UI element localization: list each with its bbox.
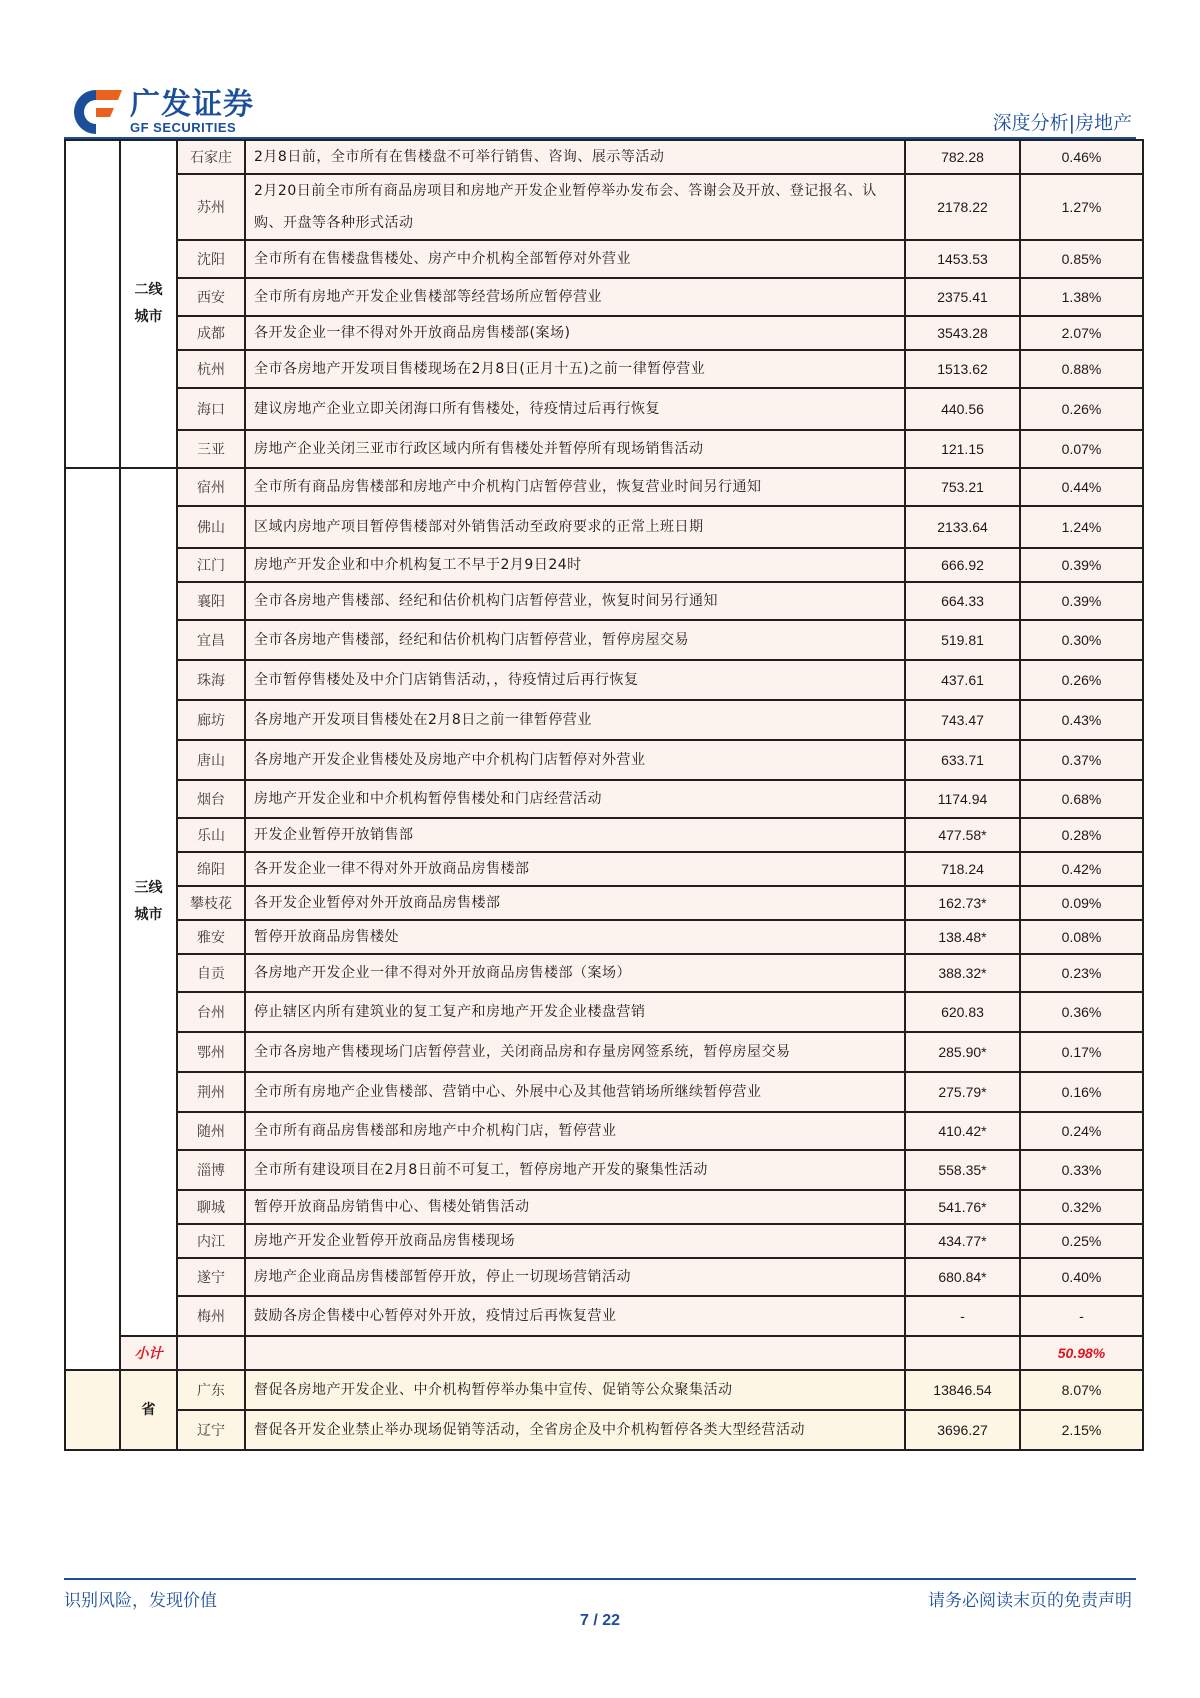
sales-value: 434.77* — [905, 1224, 1020, 1258]
subtotal-label: 小计 — [120, 1336, 177, 1370]
city-name: 自贡 — [177, 954, 245, 992]
province-group — [120, 1370, 177, 1450]
table-row — [65, 992, 1143, 1032]
sales-value: 633.71 — [905, 740, 1020, 780]
sales-value: 718.24 — [905, 852, 1020, 886]
table-row — [65, 140, 1143, 174]
table-row — [65, 920, 1143, 954]
city-name: 内江 — [177, 1224, 245, 1258]
table-row — [65, 1410, 1143, 1450]
policy-text: 督促各房地产开发企业、中介机构暂停举办集中宣传、促销等公众聚集活动 — [245, 1370, 905, 1410]
share-value: 0.68% — [1020, 780, 1143, 818]
city-name: 沈阳 — [177, 240, 245, 278]
outer-group-cell — [65, 468, 120, 1370]
subtotal-empty — [905, 1336, 1020, 1370]
sales-value: 541.76* — [905, 1190, 1020, 1224]
table-row — [65, 886, 1143, 920]
table-row — [65, 1370, 1143, 1410]
city-name: 宿州 — [177, 468, 245, 506]
share-value: 0.42% — [1020, 852, 1143, 886]
city-name: 唐山 — [177, 740, 245, 780]
policy-text: 各开发企业一律不得对外开放商品房售楼部(案场) — [245, 316, 905, 350]
share-value: 0.88% — [1020, 350, 1143, 388]
share-value: 2.15% — [1020, 1410, 1143, 1450]
table-row — [65, 240, 1143, 278]
city-name: 成都 — [177, 316, 245, 350]
share-value: 0.40% — [1020, 1258, 1143, 1296]
share-value: 0.25% — [1020, 1224, 1143, 1258]
policy-text: 各房地产开发企业一律不得对外开放商品房售楼部（案场） — [245, 954, 905, 992]
table-row — [65, 660, 1143, 700]
sales-value: 477.58* — [905, 818, 1020, 852]
table-row — [65, 1072, 1143, 1112]
policy-text: 建议房地产企业立即关闭海口所有售楼处，待疫情过后再行恢复 — [245, 388, 905, 430]
sales-value: 388.32* — [905, 954, 1020, 992]
policy-text: 暂停开放商品房售楼处 — [245, 920, 905, 954]
share-value: 0.26% — [1020, 660, 1143, 700]
disclaimer-link[interactable]: 请务必阅读末页的免责声明 — [928, 1591, 1132, 1611]
table-row — [65, 468, 1143, 506]
city-name: 海口 — [177, 388, 245, 430]
table-row — [65, 1150, 1143, 1190]
province-name: 广东 — [177, 1370, 245, 1410]
sales-value: 782.28 — [905, 140, 1020, 174]
policy-text: 房地产开发企业和中介机构复工不早于2月9日24时 — [245, 548, 905, 582]
share-value: - — [1020, 1296, 1143, 1336]
tier3-group — [120, 468, 177, 1336]
city-name: 廊坊 — [177, 700, 245, 740]
share-value: 0.37% — [1020, 740, 1143, 780]
sales-value: 2178.22 — [905, 174, 1020, 240]
city-name: 绵阳 — [177, 852, 245, 886]
city-name: 随州 — [177, 1112, 245, 1150]
table-row — [65, 954, 1143, 992]
table-row — [65, 1190, 1143, 1224]
table-row — [65, 1032, 1143, 1072]
share-value: 0.08% — [1020, 920, 1143, 954]
city-name: 苏州 — [177, 174, 245, 240]
table-row — [65, 740, 1143, 780]
city-name: 西安 — [177, 278, 245, 316]
sales-value: 13846.54 — [905, 1370, 1020, 1410]
table-row — [65, 780, 1143, 818]
share-value: 0.28% — [1020, 818, 1143, 852]
brand-name-en: GF SECURITIES — [130, 120, 237, 135]
city-name: 梅州 — [177, 1296, 245, 1336]
policy-text: 开发企业暂停开放销售部 — [245, 818, 905, 852]
sales-value: 3696.27 — [905, 1410, 1020, 1450]
sales-value: 558.35* — [905, 1150, 1020, 1190]
policy-text: 全市各房地产售楼部，经纪和估价机构门店暂停营业，暂停房屋交易 — [245, 620, 905, 660]
policy-table — [64, 139, 1144, 1451]
table-row — [65, 582, 1143, 620]
sales-value: 753.21 — [905, 468, 1020, 506]
table-row — [65, 1224, 1143, 1258]
report-type: 深度分析|房地产 — [992, 112, 1132, 134]
policy-text: 2月20日前全市所有商品房项目和房地产开发企业暂停举办发布会、答谢会及开放、登记报名、认购、开盘等各种形式活动 — [245, 174, 905, 240]
table-row — [65, 506, 1143, 548]
city-name: 遂宁 — [177, 1258, 245, 1296]
sales-value: 285.90* — [905, 1032, 1020, 1072]
policy-text: 全市所有商品房售楼部和房地产中介机构门店，暂停营业 — [245, 1112, 905, 1150]
table-row — [65, 548, 1143, 582]
policy-text: 房地产企业商品房售楼部暂停开放，停止一切现场营销活动 — [245, 1258, 905, 1296]
table-row — [65, 818, 1143, 852]
table-row — [65, 430, 1143, 468]
sales-value: 3543.28 — [905, 316, 1020, 350]
table-row — [65, 316, 1143, 350]
province-name: 辽宁 — [177, 1410, 245, 1450]
tier2-group-label: 二线 城市 — [134, 282, 163, 325]
share-value: 1.24% — [1020, 506, 1143, 548]
share-value: 0.36% — [1020, 992, 1143, 1032]
footer-divider — [64, 1578, 1136, 1580]
sales-value: 440.56 — [905, 388, 1020, 430]
sales-value: 1174.94 — [905, 780, 1020, 818]
policy-text: 全市各房地产售楼现场门店暂停营业，关闭商品房和存量房网签系统，暂停房屋交易 — [245, 1032, 905, 1072]
table-row — [65, 852, 1143, 886]
table-row — [65, 620, 1143, 660]
subtotal-empty — [177, 1336, 245, 1370]
city-name: 雅安 — [177, 920, 245, 954]
table-row — [65, 700, 1143, 740]
policy-text: 停止辖区内所有建筑业的复工复产和房地产开发企业楼盘营销 — [245, 992, 905, 1032]
city-name: 荆州 — [177, 1072, 245, 1112]
share-value: 0.44% — [1020, 468, 1143, 506]
policy-text: 区域内房地产项目暂停售楼部对外销售活动至政府要求的正常上班日期 — [245, 506, 905, 548]
page-number: 7 / 22 — [579, 1612, 621, 1629]
city-name: 襄阳 — [177, 582, 245, 620]
table-row — [65, 278, 1143, 316]
share-value: 0.43% — [1020, 700, 1143, 740]
sales-value: 664.33 — [905, 582, 1020, 620]
outer-group-cell — [65, 140, 120, 468]
sales-value: 1513.62 — [905, 350, 1020, 388]
policy-text: 督促各开发企业禁止举办现场促销等活动，全省房企及中介机构暂停各类大型经营活动 — [245, 1410, 905, 1450]
share-value: 0.39% — [1020, 582, 1143, 620]
policy-text: 各房地产开发企业售楼处及房地产中介机构门店暂停对外营业 — [245, 740, 905, 780]
table-row — [65, 1296, 1143, 1336]
policy-text: 各房地产开发项目售楼处在2月8日之前一律暂停营业 — [245, 700, 905, 740]
city-name: 聊城 — [177, 1190, 245, 1224]
share-value: 2.07% — [1020, 316, 1143, 350]
sales-value: 2375.41 — [905, 278, 1020, 316]
table-row — [65, 388, 1143, 430]
share-value: 0.46% — [1020, 140, 1143, 174]
share-value: 1.38% — [1020, 278, 1143, 316]
sales-value: 162.73* — [905, 886, 1020, 920]
brand-logo — [66, 86, 254, 138]
policy-text: 房地产企业关闭三亚市行政区域内所有售楼处并暂停所有现场销售活动 — [245, 430, 905, 468]
share-value: 0.24% — [1020, 1112, 1143, 1150]
share-value: 1.27% — [1020, 174, 1143, 240]
sales-value: 1453.53 — [905, 240, 1020, 278]
table-row — [65, 174, 1143, 240]
policy-text: 2月8日前，全市所有在售楼盘不可举行销售、咨询、展示等活动 — [245, 140, 905, 174]
share-value: 0.30% — [1020, 620, 1143, 660]
policy-text: 全市所有建设项目在2月8日前不可复工，暂停房地产开发的聚集性活动 — [245, 1150, 905, 1190]
sales-value: 437.61 — [905, 660, 1020, 700]
city-name: 宜昌 — [177, 620, 245, 660]
city-name: 珠海 — [177, 660, 245, 700]
city-name: 淄博 — [177, 1150, 245, 1190]
sales-value: 275.79* — [905, 1072, 1020, 1112]
policy-text: 全市暂停售楼处及中介门店销售活动，，待疫情过后再行恢复 — [245, 660, 905, 700]
city-name: 三亚 — [177, 430, 245, 468]
policy-text: 各开发企业一律不得对外开放商品房售楼部 — [245, 852, 905, 886]
sales-value: 620.83 — [905, 992, 1020, 1032]
policy-text: 全市所有商品房售楼部和房地产中介机构门店暂停营业，恢复营业时间另行通知 — [245, 468, 905, 506]
sales-value: 410.42* — [905, 1112, 1020, 1150]
table-row — [65, 1112, 1143, 1150]
city-name: 烟台 — [177, 780, 245, 818]
share-value: 0.32% — [1020, 1190, 1143, 1224]
subtotal-share: 50.98% — [1020, 1336, 1143, 1370]
policy-text: 鼓励各房企售楼中心暂停对外开放，疫情过后再恢复营业 — [245, 1296, 905, 1336]
policy-text: 全市各房地产开发项目售楼现场在2月8日(正月十五)之前一律暂停营业 — [245, 350, 905, 388]
policy-text: 各开发企业暂停对外开放商品房售楼部 — [245, 886, 905, 920]
province-outer-cell — [65, 1370, 120, 1450]
subtotal-empty — [245, 1336, 905, 1370]
gf-logo-icon — [66, 86, 124, 138]
city-name: 佛山 — [177, 506, 245, 548]
city-name: 乐山 — [177, 818, 245, 852]
share-value: 0.07% — [1020, 430, 1143, 468]
policy-text: 全市所有房地产开发企业售楼部等经营场所应暂停营业 — [245, 278, 905, 316]
share-value: 0.39% — [1020, 548, 1143, 582]
share-value: 0.85% — [1020, 240, 1143, 278]
sales-value: 138.48* — [905, 920, 1020, 954]
city-name: 鄂州 — [177, 1032, 245, 1072]
policy-text: 暂停开放商品房销售中心、售楼处销售活动 — [245, 1190, 905, 1224]
share-value: 0.16% — [1020, 1072, 1143, 1112]
sales-value: 121.15 — [905, 430, 1020, 468]
sales-value: 666.92 — [905, 548, 1020, 582]
sales-value: - — [905, 1296, 1020, 1336]
share-value: 0.23% — [1020, 954, 1143, 992]
sales-value: 2133.64 — [905, 506, 1020, 548]
share-value: 0.17% — [1020, 1032, 1143, 1072]
policy-text: 全市所有房地产企业售楼部、营销中心、外展中心及其他营销场所继续暂停营业 — [245, 1072, 905, 1112]
share-value: 8.07% — [1020, 1370, 1143, 1410]
policy-text: 全市所有在售楼盘售楼处、房产中介机构全部暂停对外营业 — [245, 240, 905, 278]
subtotal-row — [65, 1336, 1143, 1370]
policy-text: 房地产开发企业暂停开放商品房售楼现场 — [245, 1224, 905, 1258]
province-group-label: 省 — [141, 1401, 156, 1418]
share-value: 0.33% — [1020, 1150, 1143, 1190]
table-row — [65, 350, 1143, 388]
sales-value: 519.81 — [905, 620, 1020, 660]
city-name: 攀枝花 — [177, 886, 245, 920]
brand-name-cn: 广发证券 — [130, 87, 254, 122]
sales-value: 680.84* — [905, 1258, 1020, 1296]
city-name: 杭州 — [177, 350, 245, 388]
tier2-group — [120, 140, 177, 468]
tier3-group-label: 三线 城市 — [134, 880, 163, 923]
city-name: 台州 — [177, 992, 245, 1032]
policy-text: 房地产开发企业和中介机构暂停售楼处和门店经营活动 — [245, 780, 905, 818]
policy-text: 全市各房地产售楼部、经纪和估价机构门店暂停营业，恢复时间另行通知 — [245, 582, 905, 620]
footer-slogan: 识别风险，发现价值 — [64, 1591, 217, 1611]
share-value: 0.26% — [1020, 388, 1143, 430]
city-name: 石家庄 — [177, 140, 245, 174]
table-row — [65, 1258, 1143, 1296]
sales-value: 743.47 — [905, 700, 1020, 740]
share-value: 0.09% — [1020, 886, 1143, 920]
city-name: 江门 — [177, 548, 245, 582]
